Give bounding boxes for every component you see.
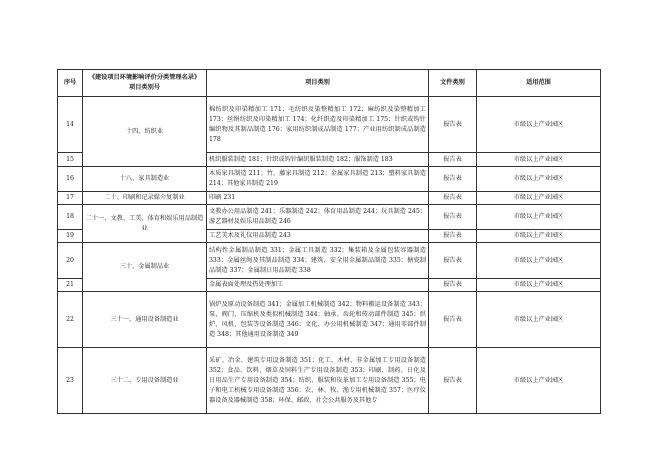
row-file-type: 报告表 [429, 192, 477, 205]
header-file-type: 文件类别 [429, 70, 477, 97]
classification-table [57, 69, 601, 414]
table-row [58, 205, 601, 230]
row-file-type: 报告表 [429, 230, 477, 243]
header-category: 项目类别 [207, 70, 429, 97]
row-file-type: 报告表 [429, 153, 477, 167]
row-category: 工艺美术及礼仪用品制造 243 [207, 230, 429, 243]
row-name: 二十、印刷和记录媒介复制业 [83, 192, 207, 205]
row-name: 二十一、文教、工美、体育和娱乐用品制造业 [83, 205, 207, 243]
row-category: 木质家具制造 211；竹、藤家具制造 212；金属家具制造 213；塑料家具制造 214；其他家具制造 219 [207, 167, 429, 192]
row-file-type: 报告表 [429, 243, 477, 279]
row-no: 20 [58, 243, 83, 279]
row-no: 15 [58, 153, 83, 167]
row-category: 锅炉及原动设备制造 341；金属加工机械制造 342；物料搬运设备制造 343；泵、阀门、压缩机及类似机械制造 344；轴承、齿轮和传动部件制造 345；烘炉、风机、包装等设备制造 346；文化、办公用机械制造 347；通用零部件制造 348；其他通用设备制造 349 [207, 292, 429, 348]
row-no: 18 [58, 205, 83, 230]
row-file-type: 报告表 [429, 167, 477, 192]
row-scope: 市级以上产业园区 [477, 292, 601, 348]
row-category: 机织服装制造 181；针织或钩针编织服装制造 182；服饰制造 183 [207, 153, 429, 167]
row-name: 十八、家具制造业 [83, 167, 207, 192]
row-scope: 市级以上产业园区 [477, 97, 601, 153]
header-scope: 适用范围 [477, 70, 601, 97]
row-category: 印刷 231 [207, 192, 429, 205]
row-name: 三十一、通用设备制造业 [83, 292, 207, 348]
row-file-type: 报告表 [429, 97, 477, 153]
row-category: 采矿、冶金、建筑专用设备制造 351；化工、木材、非金属加工专用设备制造 352；食品、饮料、烟草及饲料生产专用设备制造 353；印刷、制药、日化及日用品生产专用设备制造 354；纺织、服装和皮革加工专用设备制造 355；电子和电工机械专用设备制造 356；农、林、牧、渔专用机械制造 357；医疗仪器设备及器械制造 358；环保、邮政、社会公共服务及其他专 [207, 348, 429, 414]
table-row [58, 292, 601, 348]
row-file-type: 报告表 [429, 348, 477, 414]
row-name: 三十二、专用设备制造业 [83, 348, 207, 414]
row-no: 14 [58, 97, 83, 153]
header-no: 序号 [58, 70, 83, 97]
row-scope: 市级以上产业园区 [477, 243, 601, 279]
table-header-row [58, 70, 601, 97]
row-name: 三十、金属制品业 [83, 243, 207, 292]
row-scope: 市级以上产业园区 [477, 230, 601, 243]
row-scope: 市级以上产业园区 [477, 348, 601, 414]
table-row [58, 97, 601, 153]
row-category: 棉纺织及印染精加工 171；毛纺织及染整精加工 172；麻纺织及染整精加工 173；丝绢纺织及印染精加工 174；化纤织造及印染精加工 175；针织或钩针编织物及其制品制造 176；家用纺织制成品制造 177；产业用纺织制成品制造 178 [207, 97, 429, 153]
row-scope: 市级以上产业园区 [477, 279, 601, 292]
row-name: 十四、纺织业 [83, 97, 207, 167]
row-no: 22 [58, 292, 83, 348]
row-file-type: 报告表 [429, 279, 477, 292]
row-category: 金属表面处理及热处理加工 [207, 279, 429, 292]
row-scope: 市级以上产业园区 [477, 192, 601, 205]
row-scope: 市级以上产业园区 [477, 153, 601, 167]
row-scope: 市级以上产业园区 [477, 167, 601, 192]
row-file-type: 报告表 [429, 292, 477, 348]
table-row [58, 243, 601, 279]
row-no: 19 [58, 230, 83, 243]
row-file-type: 报告表 [429, 205, 477, 230]
row-no: 21 [58, 279, 83, 292]
row-category: 结构性金属制品制造 331；金属工具制造 332；集装箱及金属包装容器制造 333；金属丝绳及其制品制造 334；建筑、安全用金属制品制造 335；搪瓷制品制造 337；金属制日用品制造 338 [207, 243, 429, 279]
table-row [58, 167, 601, 192]
row-category: 文教办公用品制造 241；乐器制造 242；体育用品制造 244；玩具制造 245；游艺器材及娱乐用品制造 246 [207, 205, 429, 230]
row-no: 17 [58, 192, 83, 205]
row-no: 16 [58, 167, 83, 192]
table-row [58, 192, 601, 205]
header-name: 《建设项目环境影响评价分类管理名录》项目类别号 [83, 70, 207, 97]
row-scope: 市级以上产业园区 [477, 205, 601, 230]
row-no: 23 [58, 348, 83, 414]
table-row [58, 348, 601, 414]
